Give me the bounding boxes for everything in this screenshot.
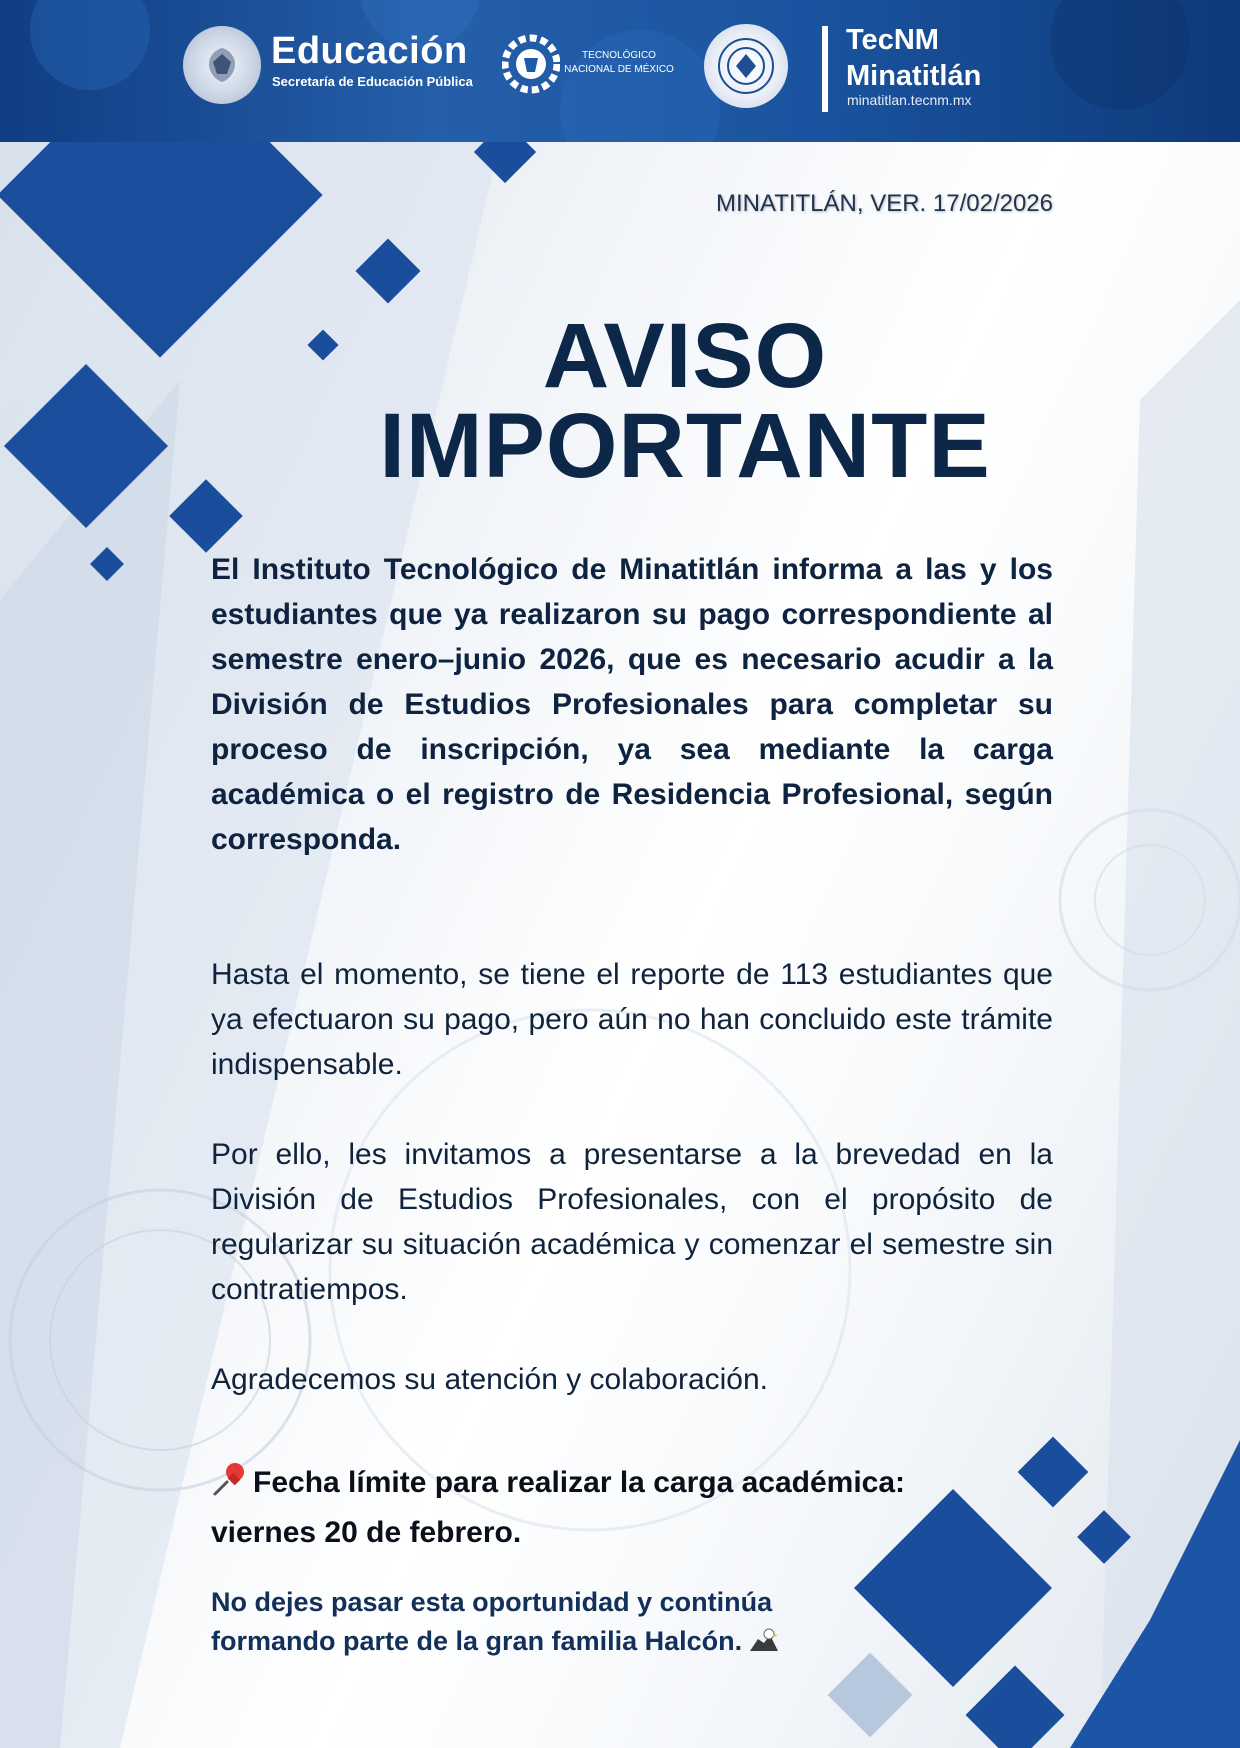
campus-seal-detail-icon: [716, 36, 776, 96]
campus-name-line2: Minatitlán: [846, 60, 982, 92]
notice-paragraph-1: El Instituto Tecnológico de Minatitlán informa a las y los estudiantes que ya realizaron su pago correspondiente al semestre enero–junio 2026, que es necesario acudir a la División de Estudios Profesionales para completar su proceso de inscripción, ya sea mediante la carga académica o el registro de Residencia Profesional, según corresponda.: [211, 553, 1053, 856]
sep-subtitle: Secretaría de Educación Pública: [272, 74, 473, 89]
closing-block: [211, 1583, 851, 1661]
deadline-line1-row: [211, 1458, 1011, 1508]
eagle-icon: [748, 1627, 780, 1653]
deadline-line1: Fecha límite para realizar la carga académica:: [253, 1466, 906, 1499]
tecnm-gear-logo-icon: [502, 24, 560, 104]
notice-paragraph-4: Agradecemos su atención y colaboración.: [211, 1363, 768, 1396]
sep-title: Educación: [271, 30, 468, 72]
campus-name-line1: TecNM: [846, 24, 939, 56]
closing-line2: formando parte de la gran familia Halcón.: [211, 1626, 743, 1656]
closing-line1: No dejes pasar esta oportunidad y continúa: [211, 1587, 773, 1617]
notice-date: MINATITLÁN, VER. 17/02/2026: [715, 190, 1053, 217]
notice-title-line1: AVISO: [542, 305, 828, 407]
closing-line2-row: [211, 1622, 851, 1661]
notice-title-line2: IMPORTANTE: [379, 395, 991, 497]
campus-url: minatitlan.tecnm.mx: [847, 92, 972, 108]
pushpin-icon: [211, 1460, 249, 1498]
header-divider: [822, 26, 828, 112]
tecnm-logo-line2: NACIONAL DE MÉXICO: [564, 64, 674, 75]
deadline-block: [211, 1458, 1011, 1558]
eagle-emblem-icon: [197, 40, 247, 90]
deadline-line2: viernes 20 de febrero.: [211, 1516, 522, 1549]
notice-paragraph-3: Por ello, les invitamos a presentarse a la brevedad en la División de Estudios Profesionales, con el propósito de regularizar su situación académica y comenzar el semestre sin contratiempos.: [211, 1138, 1053, 1306]
tecnm-logo-line1: TECNOLÓGICO: [582, 50, 656, 61]
notice-paragraph-2: Hasta el momento, se tiene el reporte de 113 estudiantes que ya efectuaron su pago, pero aún no han concluido este trámite indispensable.: [211, 958, 1053, 1081]
header-banner: [0, 0, 1240, 142]
